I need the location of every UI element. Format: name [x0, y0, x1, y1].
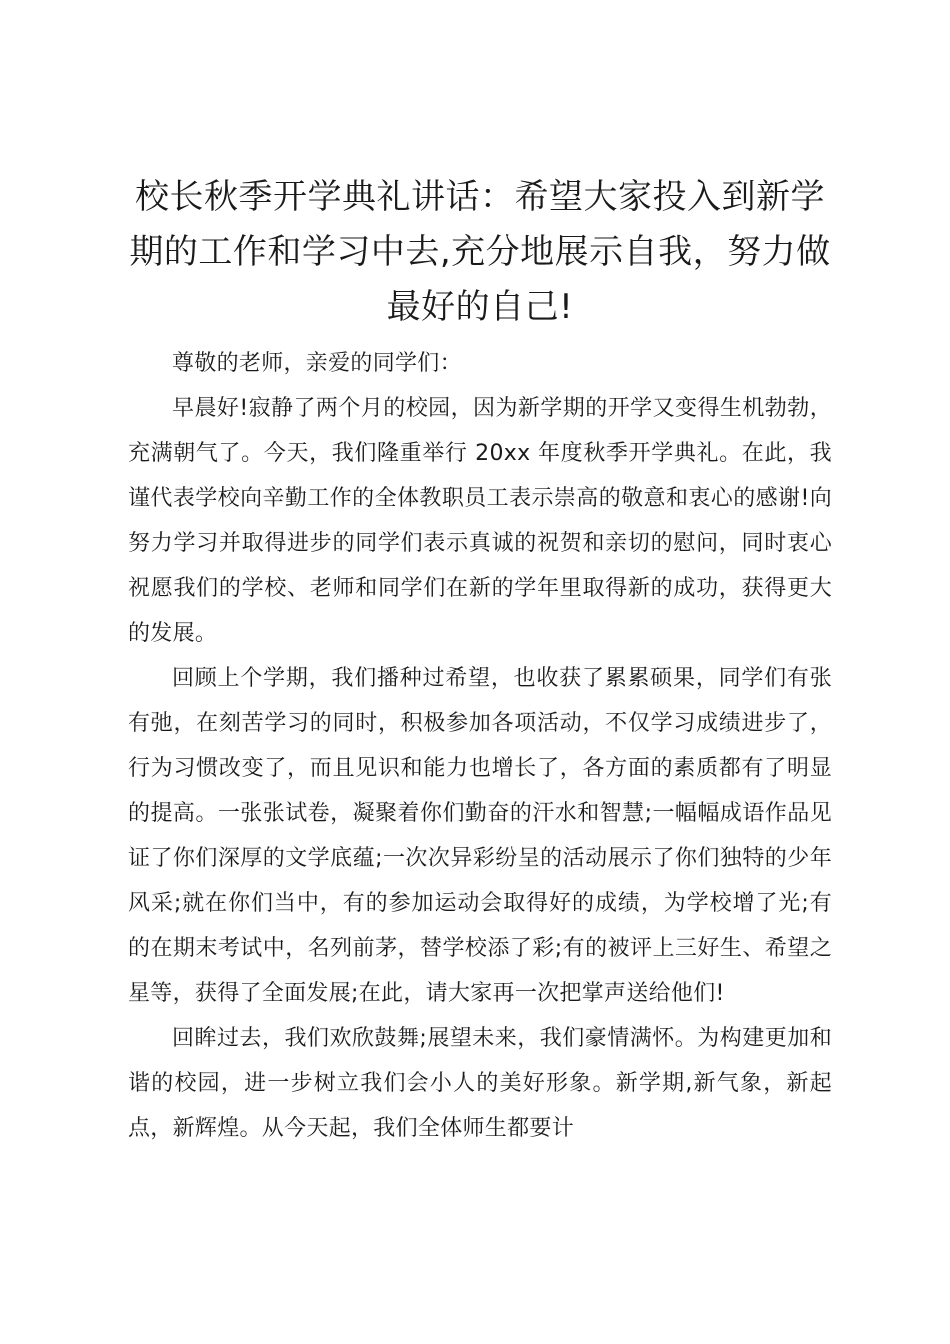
body-paragraph: 回眸过去，我们欢欣鼓舞;展望未来，我们豪情满怀。为构建更加和谐的校园，进一步树立我们会小人的美好形象。新学期,新气象，新起点，新辉煌。从今天起，我们全体师生都要计 — [128, 1026, 832, 1141]
salutation-paragraph: 尊敬的老师，亲爱的同学们： — [172, 351, 462, 376]
body-paragraph: 回顾上个学期，我们播种过希望，也收获了累累硕果，同学们有张有弛，在刻苦学习的同时，积极参加各项活动，不仅学习成绩进步了，行为习惯改变了，而且见识和能力也增长了，各方面的素质都有了明显的提高。一张张试卷，凝聚着你们勤奋的汗水和智慧;一幅幅成语作品见证了你们深厚的文学底蕴;一次次异彩纷呈的活动展示了你们独特的少年风采;就在你们当中，有的参加运动会取得好的成绩，为学校增了光;有的在期末考试中，名列前茅，替学校添了彩;有的被评上三好生、希望之星等，获得了全面发展;在此，请大家再一次把掌声送给他们! — [128, 666, 832, 1006]
body-paragraph: 早晨好!寂静了两个月的校园，因为新学期的开学又变得生机勃勃，充满朝气了。今天，我们隆重举行 20xx 年度秋季开学典礼。在此，我谨代表学校向辛勤工作的全体教职员工表示崇高的敬意和衷心的感谢!向努力学习并取得进步的同学们表示真诚的祝贺和亲切的慰问，同时衷心祝愿我们的学校、老师和同学们在新的学年里取得新的成功，获得更大的发展。 — [128, 396, 832, 646]
document-body — [128, 341, 832, 1151]
document-title: 校长秋季开学典礼讲话：希望大家投入到新学期的工作和学习中去,充分地展示自我，努力做最好的自己! — [129, 177, 831, 327]
document-page — [128, 170, 832, 1151]
